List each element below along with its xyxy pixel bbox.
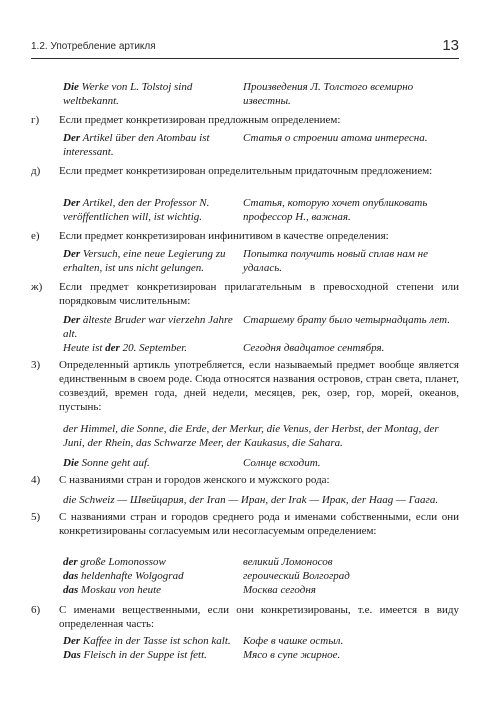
article: Der bbox=[63, 248, 81, 260]
article: der bbox=[105, 342, 120, 354]
example-translation: великий Ломоносов bbox=[243, 556, 333, 568]
article: Der bbox=[63, 314, 81, 326]
section-title: 1.2. Употребление артикля bbox=[31, 41, 156, 52]
item-marker: 4) bbox=[31, 474, 41, 486]
example-german bbox=[63, 583, 238, 597]
example-translation: Мясо в супе жирное. bbox=[243, 649, 341, 661]
example-german bbox=[63, 341, 238, 355]
example-german bbox=[63, 313, 238, 341]
item-text: Если предмет конкретизирован определительным придаточным предложением: bbox=[59, 165, 433, 177]
example-text: Kaffee in der Tasse ist schon kalt. bbox=[80, 635, 231, 647]
example-list: der Himmel, die Sonne, die Erde, der Merkur, die Venus, der Herbst, der Montag, der Juni, der Rhein, das Schwarze Meer, der Kaukasus, die Sahara. bbox=[63, 423, 439, 449]
example-text: 20. September. bbox=[119, 342, 188, 354]
example-text: heldenhafte Wolgograd bbox=[78, 570, 184, 582]
item-text: Если предмет конкретизирован инфинитивом в качестве определения: bbox=[59, 230, 389, 242]
item-marker: е) bbox=[31, 230, 40, 242]
example-text: Artikel, den der Professor N. veröffentlichen will, ist wichtig. bbox=[63, 197, 210, 223]
article: Der bbox=[63, 197, 81, 209]
example-german bbox=[63, 247, 238, 275]
item-text: С названиями стран и городов женского и мужского рода: bbox=[59, 474, 330, 486]
example-text: Artikel über den Atombau ist interessant. bbox=[63, 132, 210, 158]
example-list: die Schweiz — Швейцария, der Iran — Иран, der Irak — Ирак, der Haag — Гаага. bbox=[63, 494, 439, 506]
example-translation: героический Волгоград bbox=[243, 570, 350, 582]
article: Das bbox=[63, 649, 81, 661]
example-text: Versuch, eine neue Legierung zu erhalten, ist uns nicht gelungen. bbox=[63, 248, 226, 274]
article: Der bbox=[63, 635, 81, 647]
example-translation: Солнце всходит. bbox=[243, 457, 321, 469]
article: Die bbox=[63, 457, 79, 469]
article: das bbox=[63, 570, 79, 582]
example-translation: Старшему брату было четырнадцать лет. bbox=[243, 314, 451, 326]
item-text: С названиями стран и городов среднего рода и именами собственными, если они конкретизированы согласуемым или несогласуемым определением: bbox=[59, 511, 459, 537]
example-text: Werke von L. Tolstoj sind weltbekannt. bbox=[63, 81, 193, 107]
example-text: Moskau von heute bbox=[78, 584, 162, 596]
article: der bbox=[63, 556, 78, 568]
example-translation: Москва сегодня bbox=[243, 584, 316, 596]
item-marker: ж) bbox=[31, 281, 43, 293]
article: Die bbox=[63, 81, 79, 93]
example-text: älteste Bruder war vierzehn Jahre alt. bbox=[63, 314, 233, 340]
article: das bbox=[63, 584, 79, 596]
example-german bbox=[63, 196, 238, 224]
example-translation: Статья, которую хочет опубликовать профессор Н., важная. bbox=[243, 197, 428, 223]
example-german bbox=[63, 634, 243, 648]
example-text: große Lomonossow bbox=[77, 556, 166, 568]
example-german bbox=[63, 555, 238, 569]
item-text: Определенный артикль употребляется, если называемый предмет вообще является единственным в своем роде. Сюда относятся названия островов, стран света, планет, созвездий, времен года, дней недели, месяцев, рек, озер, гор, морей, океанов, пустынь: bbox=[59, 359, 459, 413]
example-translation: Сегодня двадцатое сентября. bbox=[243, 342, 385, 354]
item-marker: 5) bbox=[31, 511, 41, 523]
example-translation: Произведения Л. Толстого всемирно известны. bbox=[243, 81, 414, 107]
item-marker: 3) bbox=[31, 359, 41, 371]
item-marker: д) bbox=[31, 165, 41, 177]
item-text: Если предмет конкретизирован прилагательным в превосходной степени или порядковым числительным: bbox=[59, 281, 459, 307]
example-text: Heute ist bbox=[63, 342, 106, 354]
example-text: Sonne geht auf. bbox=[78, 457, 150, 469]
example-translation: Попытка получить новый сплав нам не удалась. bbox=[243, 248, 429, 274]
example-german bbox=[63, 80, 238, 108]
example-german bbox=[63, 131, 238, 159]
example-german bbox=[63, 569, 238, 583]
item-marker: 6) bbox=[31, 604, 41, 616]
item-text: Если предмет конкретизирован предложным определением: bbox=[59, 114, 341, 126]
article: Der bbox=[63, 132, 81, 144]
example-german bbox=[63, 648, 243, 662]
item-marker: г) bbox=[31, 114, 40, 126]
running-header bbox=[31, 37, 459, 59]
example-german bbox=[63, 456, 238, 470]
example-translation: Кофе в чашке остыл. bbox=[243, 635, 344, 647]
example-translation: Статья о строении атома интересна. bbox=[243, 132, 428, 144]
item-text: С именами вещественными, если они конкретизированы, т.е. имеется в виду определенная часть: bbox=[59, 604, 459, 630]
page-number: 13 bbox=[442, 37, 459, 54]
example-text: Fleisch in der Suppe ist fett. bbox=[80, 649, 207, 661]
